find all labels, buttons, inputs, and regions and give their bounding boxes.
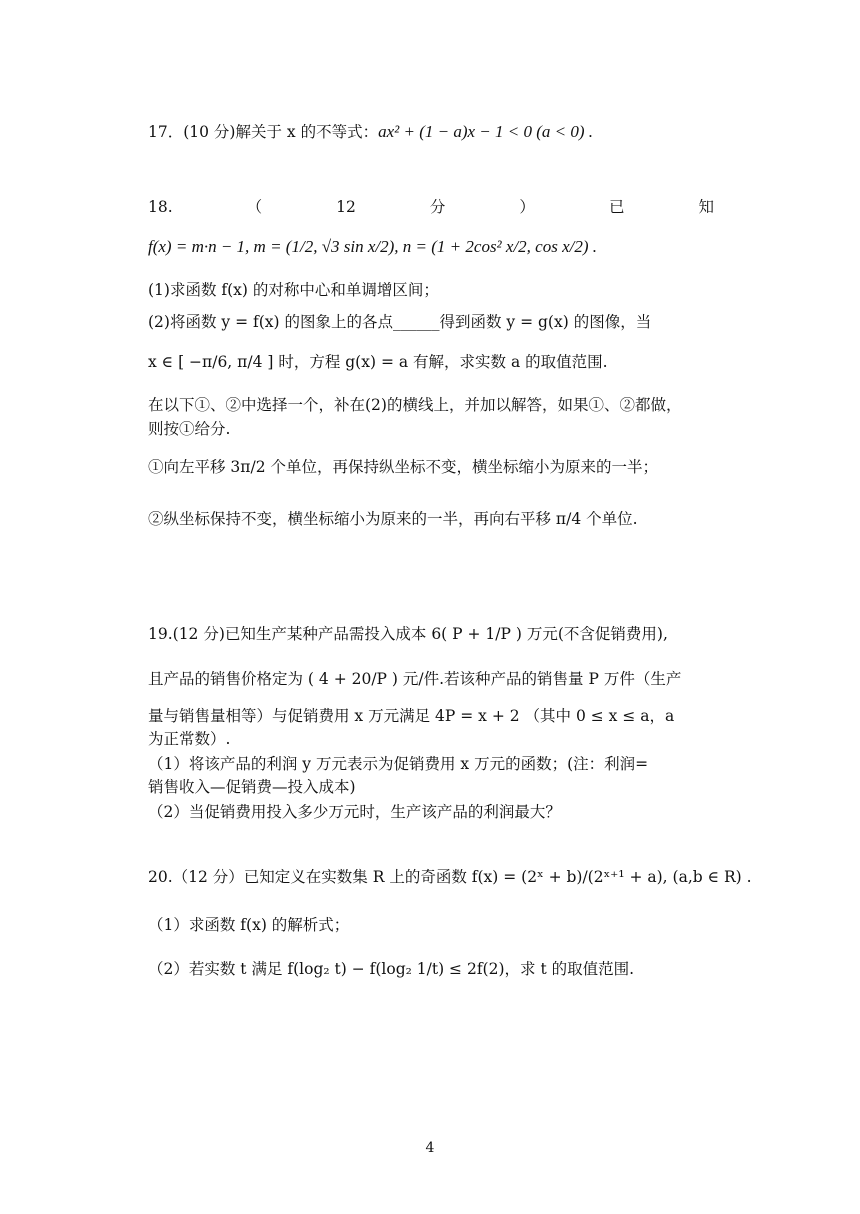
question-18 [148,195,714,535]
q19-line3: 量与销售量相等）与促销费用 x 万元满足 4P = x + 2 （其中 0 ≤ x ≤ a，a [148,707,675,725]
q19-line1: 19.(12 分)已知生产某种产品需投入成本 6( P + 1/P ) 万元(不含促销费用), [148,625,668,643]
q18-part1: (1)求函数 f(x) 的对称中心和单调增区间； [148,281,439,299]
q18-instruction-line1: 在以下①、②中选择一个，补在(2)的横线上，并加以解答，如果①、②都做， [148,396,682,414]
q18-option2: ②纵坐标保持不变，横坐标缩小为原来的一半，再向右平移 π/4 个单位. [148,510,638,528]
q20-line1: 20.（12 分）已知定义在实数集 R 上的奇函数 f(x) = (2ˣ + b)/(2ˣ⁺¹ + a), (a,b ∈ R) . [148,868,752,886]
q17-inequality: ax² + (1 − a)x − 1 < 0 (a < 0) . [378,122,594,141]
q18-part2-line1: (2)将函数 y = f(x) 的图象上的各点______得到函数 y = g(x) 的图像，当 [148,313,652,331]
q18-head-6: 知 [698,198,714,216]
q18-formula: f(x) = m·n − 1, m = (1/2, √3 sin x/2), n = (1 + 2cos² x/2, cos x/2) . [148,237,598,256]
q19-part2: （2）当促销费用投入多少万元时，生产该产品的利润最大？ [148,803,561,821]
question-19 [148,592,714,832]
q18-head-5: 已 [608,198,625,216]
page-number: 4 [425,1140,435,1156]
q19-line4: 为正常数）. [148,730,231,748]
q19-part1-line1: （1）将该产品的利润 y 万元表示为促销费用 x 万元的函数；(注：利润= [148,755,649,773]
q18-part2-line2: x ∈ [ −π/6, π/4 ] 时，方程 g(x) = a 有解，求实数 a 的取值范围. [148,353,608,371]
q18-head-3: 分 [429,198,446,216]
q17-label: 17．(10 分)解关于 x 的不等式： [148,123,379,141]
question-20 [148,865,752,985]
q20-part1: （1）求函数 f(x) 的解析式； [148,916,350,934]
q18-instruction-line2: 则按①给分. [148,420,231,438]
q18-head-1: （ [246,198,263,216]
q20-part2: （2）若实数 t 满足 f(log₂ t) − f(log₂ 1/t) ≤ 2f(2)，求 t 的取值范围. [148,960,635,978]
q18-head-2: 12 [336,198,356,216]
q19-part1-line2: 销售收入—促销费—投入成本) [148,778,356,796]
q18-head-0: 18. [148,198,173,216]
q18-option1: ①向左平移 3π/2 个单位，再保持纵坐标不变，横坐标缩小为原来的一半； [148,458,658,476]
q19-line2: 且产品的销售价格定为 ( 4 + 20/P ) 元/件.若该种产品的销售量 P 万件（生产 [148,670,682,688]
question-17 [148,120,714,144]
q18-header [148,195,714,219]
q18-head-4: ） [519,198,535,216]
